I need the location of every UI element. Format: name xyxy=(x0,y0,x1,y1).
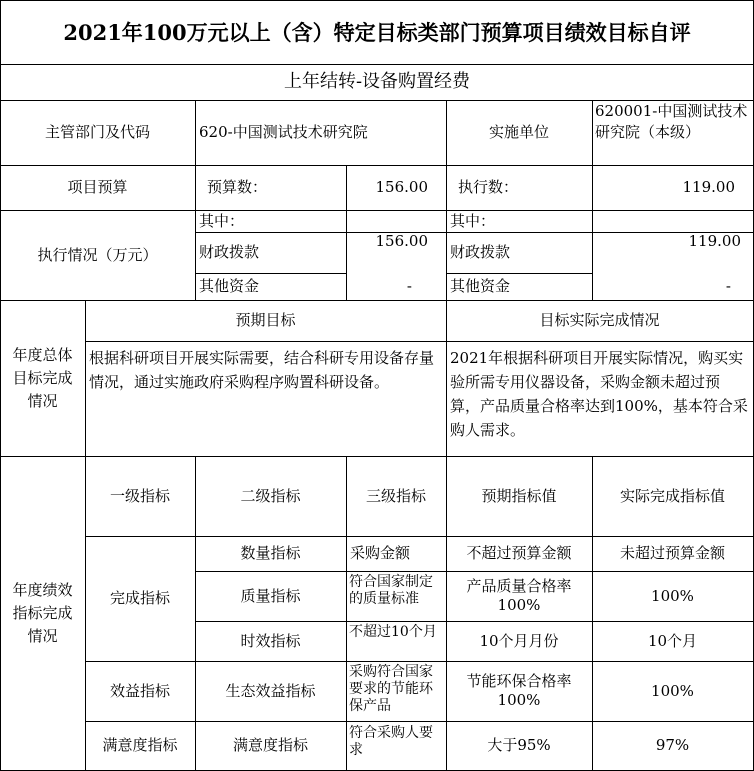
fiscal-budget-value: 156.00 xyxy=(375,232,428,251)
indicator-expected: 10个月月份 xyxy=(479,631,559,650)
indicator-actual: 10个月 xyxy=(647,631,698,650)
page-title: 2021年100万元以上（含）特定目标类部门预算项目绩效目标自评 xyxy=(63,20,691,45)
fiscal-label: 财政拨款 xyxy=(199,243,260,262)
indicator-level2: 时效指标 xyxy=(240,631,301,650)
indicator-actual: 100% xyxy=(651,586,694,605)
annual-goal-label: 年度总体目标完成情况 xyxy=(12,345,73,410)
indicator-expected: 大于95% xyxy=(487,736,551,755)
budget-label: 项目预算 xyxy=(67,178,128,197)
header-expected: 预期指标值 xyxy=(481,486,557,505)
dept-value: 620-中国测试技术研究院 xyxy=(199,123,368,142)
header-level2: 二级指标 xyxy=(240,486,301,505)
indicator-expected: 产品质量合格率100% xyxy=(466,577,572,614)
impl-label: 实施单位 xyxy=(488,123,549,142)
budget-amount-label: 预算数： xyxy=(207,178,268,197)
level1-benefit: 效益指标 xyxy=(109,681,170,700)
execution-label: 执行情况（万元） xyxy=(37,245,158,264)
actual-goal-header: 目标实际完成情况 xyxy=(539,311,660,330)
header-level1: 一级指标 xyxy=(109,486,170,505)
level1-satisfaction: 满意度指标 xyxy=(102,736,178,755)
actual-goal-text: 2021年根据科研项目开展实际情况，购买实验所需专用仪器设备，采购金额未超过预算，产品质量合格率达到100%，基本符合采购人需求。 xyxy=(450,349,748,439)
indicator-level2: 数量指标 xyxy=(240,544,301,563)
indicator-expected: 节能环保合格率100% xyxy=(466,672,572,709)
indicator-level2: 满意度指标 xyxy=(232,736,308,755)
impl-value: 620001-中国测试技术研究院（本级） xyxy=(595,102,748,141)
dept-label: 主管部门及代码 xyxy=(44,123,150,142)
indicator-level2: 生态效益指标 xyxy=(225,681,316,700)
other-funds-label: 其他资金 xyxy=(450,277,511,296)
grid-line xyxy=(85,341,754,342)
indicator-level3: 采购符合国家要求的节能环保产品 xyxy=(349,664,433,714)
indicator-level3: 符合国家制定的质量标准 xyxy=(349,574,433,607)
of-which-label: 其中： xyxy=(199,211,245,230)
project-name: 上年结转-设备购置经费 xyxy=(283,70,471,92)
grid-line xyxy=(0,0,754,1)
indicator-actual: 100% xyxy=(651,681,694,700)
indicator-actual: 97% xyxy=(655,736,690,755)
expected-goal-text: 根据科研项目开展实际需要，结合科研专用设备存量情况，通过实施政府采购程序购置科研设备。 xyxy=(89,349,435,391)
header-level3: 三级指标 xyxy=(365,486,426,505)
indicator-level3: 不超过10个月 xyxy=(349,624,437,640)
other-budget-value: - xyxy=(406,277,412,296)
exec-amount-label: 执行数： xyxy=(458,178,519,197)
other-exec-value: - xyxy=(725,277,731,296)
level1-completion: 完成指标 xyxy=(109,589,170,608)
other-funds-label: 其他资金 xyxy=(199,277,260,296)
indicator-actual: 未超过预算金额 xyxy=(619,544,725,563)
header-actual: 实际完成指标值 xyxy=(619,486,725,505)
of-which-label: 其中： xyxy=(450,211,496,230)
indicator-expected: 不超过预算金额 xyxy=(466,544,572,563)
exec-amount-value: 119.00 xyxy=(682,178,735,197)
indicators-label: 年度绩效指标完成情况 xyxy=(12,580,73,645)
budget-amount-value: 156.00 xyxy=(375,178,428,197)
indicator-level3: 采购金额 xyxy=(350,544,411,563)
fiscal-exec-value: 119.00 xyxy=(688,232,741,251)
indicator-level2: 质量指标 xyxy=(240,586,301,605)
fiscal-label: 财政拨款 xyxy=(450,243,511,262)
expected-goal-header: 预期目标 xyxy=(235,311,296,330)
indicator-level3: 符合采购人要求 xyxy=(349,725,433,758)
